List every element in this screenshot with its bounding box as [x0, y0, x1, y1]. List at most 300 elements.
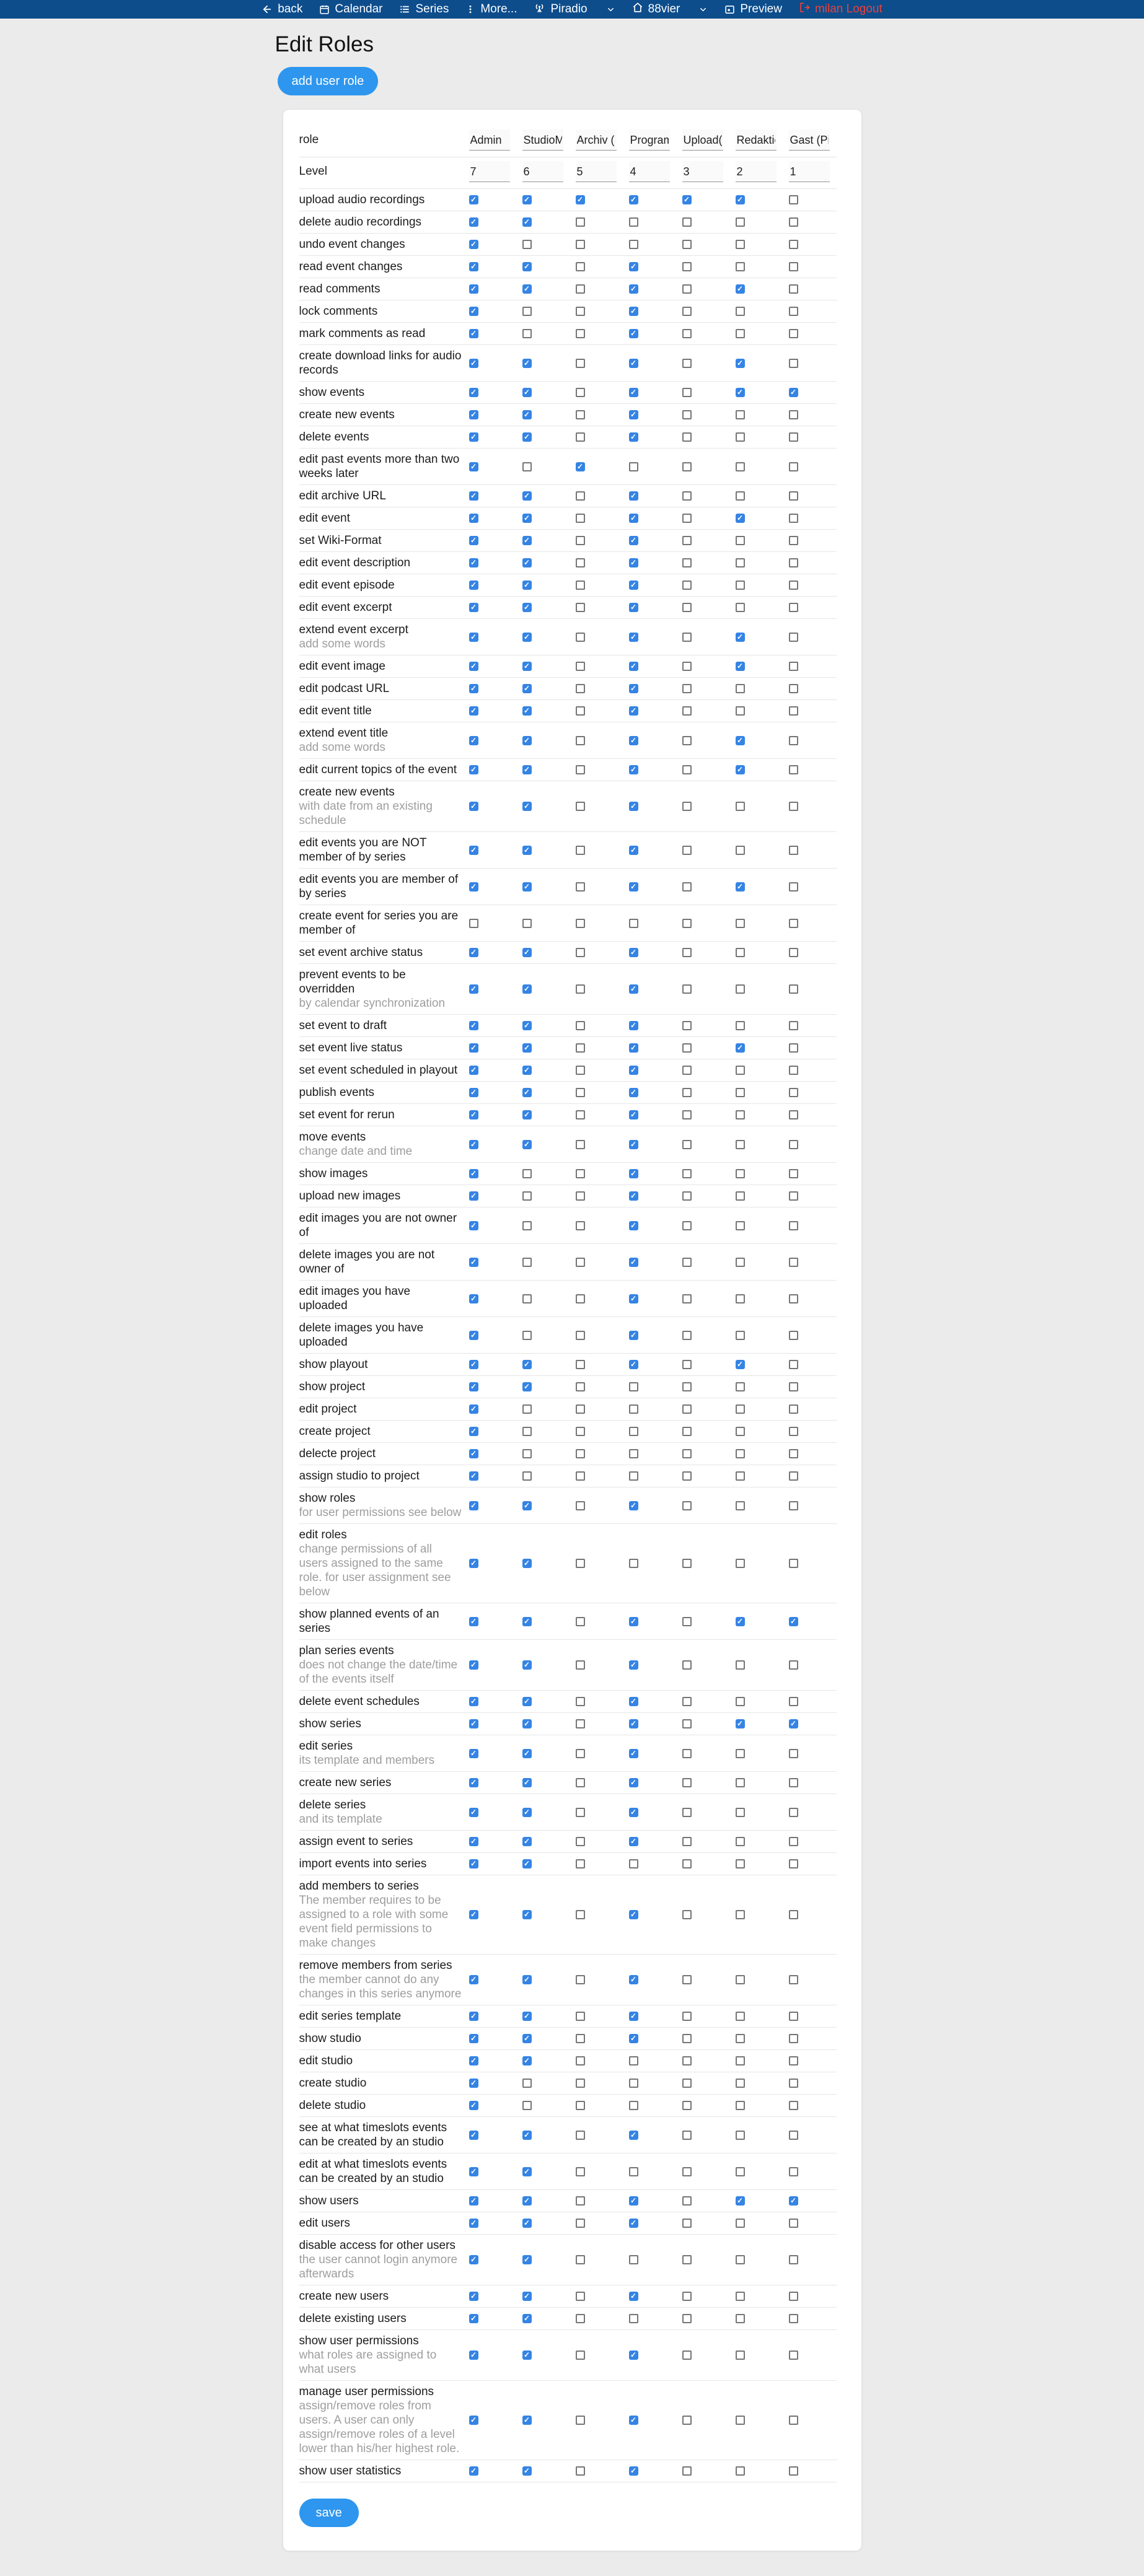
permission-checkbox[interactable]	[469, 462, 478, 471]
permission-checkbox[interactable]	[629, 736, 638, 745]
permission-checkbox[interactable]	[682, 432, 692, 442]
permission-checkbox[interactable]	[736, 684, 745, 693]
permission-checkbox[interactable]	[522, 462, 532, 471]
permission-checkbox[interactable]	[789, 1697, 798, 1706]
permission-checkbox[interactable]	[629, 1471, 638, 1481]
permission-checkbox[interactable]	[522, 329, 532, 338]
permission-checkbox[interactable]	[576, 919, 585, 928]
permission-checkbox[interactable]	[629, 846, 638, 855]
permission-checkbox[interactable]	[576, 2012, 585, 2021]
permission-checkbox[interactable]	[682, 736, 692, 745]
permission-checkbox[interactable]	[576, 882, 585, 892]
permission-checkbox[interactable]	[789, 2131, 798, 2140]
permission-checkbox[interactable]	[522, 1294, 532, 1303]
permission-checkbox[interactable]	[736, 1066, 745, 1075]
permission-checkbox[interactable]	[736, 329, 745, 338]
permission-checkbox[interactable]	[522, 846, 532, 855]
permission-checkbox[interactable]	[576, 1617, 585, 1626]
permission-checkbox[interactable]	[469, 240, 478, 249]
permission-checkbox[interactable]	[682, 195, 692, 204]
permission-checkbox[interactable]	[682, 2416, 692, 2425]
permission-checkbox[interactable]	[522, 2466, 532, 2476]
permission-checkbox[interactable]	[576, 1331, 585, 1340]
permission-checkbox[interactable]	[682, 1360, 692, 1369]
permission-checkbox[interactable]	[576, 1559, 585, 1568]
role-level-input[interactable]	[576, 161, 617, 182]
permission-checkbox[interactable]	[629, 1697, 638, 1706]
permission-checkbox[interactable]	[522, 2255, 532, 2264]
permission-checkbox[interactable]	[682, 2167, 692, 2176]
permission-checkbox[interactable]	[469, 1749, 478, 1758]
permission-checkbox[interactable]	[576, 2131, 585, 2140]
permission-checkbox[interactable]	[576, 736, 585, 745]
permission-checkbox[interactable]	[469, 1043, 478, 1053]
permission-checkbox[interactable]	[469, 706, 478, 716]
permission-checkbox[interactable]	[522, 1191, 532, 1201]
permission-checkbox[interactable]	[789, 2416, 798, 2425]
permission-checkbox[interactable]	[576, 2034, 585, 2043]
permission-checkbox[interactable]	[682, 262, 692, 271]
permission-checkbox[interactable]	[682, 2466, 692, 2476]
permission-checkbox[interactable]	[469, 307, 478, 316]
permission-checkbox[interactable]	[469, 765, 478, 774]
permission-checkbox[interactable]	[576, 536, 585, 545]
permission-checkbox[interactable]	[629, 1778, 638, 1787]
permission-checkbox[interactable]	[789, 1294, 798, 1303]
role-name-input[interactable]	[682, 129, 723, 151]
permission-checkbox[interactable]	[522, 432, 532, 442]
nav-more[interactable]	[465, 2, 517, 16]
permission-checkbox[interactable]	[576, 2292, 585, 2301]
permission-checkbox[interactable]	[789, 1427, 798, 1436]
permission-checkbox[interactable]	[629, 1749, 638, 1758]
permission-checkbox[interactable]	[789, 1719, 798, 1728]
permission-checkbox[interactable]	[736, 1140, 745, 1149]
permission-checkbox[interactable]	[682, 948, 692, 957]
permission-checkbox[interactable]	[682, 1191, 692, 1201]
permission-checkbox[interactable]	[789, 2101, 798, 2110]
permission-checkbox[interactable]	[682, 1294, 692, 1303]
permission-checkbox[interactable]	[576, 2056, 585, 2066]
permission-checkbox[interactable]	[736, 662, 745, 671]
permission-checkbox[interactable]	[629, 1088, 638, 1097]
permission-checkbox[interactable]	[789, 359, 798, 368]
permission-checkbox[interactable]	[576, 662, 585, 671]
permission-checkbox[interactable]	[682, 410, 692, 419]
permission-checkbox[interactable]	[576, 2079, 585, 2088]
permission-checkbox[interactable]	[789, 948, 798, 957]
chevron-down-icon[interactable]	[606, 5, 615, 14]
permission-checkbox[interactable]	[789, 1859, 798, 1868]
permission-checkbox[interactable]	[576, 329, 585, 338]
permission-checkbox[interactable]	[629, 1559, 638, 1568]
permission-checkbox[interactable]	[736, 491, 745, 501]
permission-checkbox[interactable]	[522, 1501, 532, 1510]
permission-checkbox[interactable]	[682, 240, 692, 249]
permission-checkbox[interactable]	[469, 802, 478, 811]
permission-checkbox[interactable]	[682, 1021, 692, 1030]
permission-checkbox[interactable]	[789, 2167, 798, 2176]
permission-checkbox[interactable]	[522, 580, 532, 590]
permission-checkbox[interactable]	[629, 2079, 638, 2088]
permission-checkbox[interactable]	[576, 514, 585, 523]
permission-checkbox[interactable]	[469, 1559, 478, 1568]
permission-checkbox[interactable]	[469, 736, 478, 745]
permission-checkbox[interactable]	[576, 1021, 585, 1030]
permission-checkbox[interactable]	[736, 536, 745, 545]
chevron-down-icon[interactable]	[698, 5, 708, 14]
permission-checkbox[interactable]	[682, 1169, 692, 1178]
permission-checkbox[interactable]	[736, 2196, 745, 2206]
permission-checkbox[interactable]	[469, 1404, 478, 1414]
permission-checkbox[interactable]	[522, 1382, 532, 1391]
permission-checkbox[interactable]	[736, 2219, 745, 2228]
permission-checkbox[interactable]	[469, 948, 478, 957]
permission-checkbox[interactable]	[629, 2012, 638, 2021]
permission-checkbox[interactable]	[736, 846, 745, 855]
permission-checkbox[interactable]	[576, 1043, 585, 1053]
permission-checkbox[interactable]	[682, 1910, 692, 1919]
permission-checkbox[interactable]	[576, 1975, 585, 1984]
permission-checkbox[interactable]	[629, 195, 638, 204]
permission-checkbox[interactable]	[522, 410, 532, 419]
permission-checkbox[interactable]	[469, 558, 478, 567]
permission-checkbox[interactable]	[576, 359, 585, 368]
permission-checkbox[interactable]	[736, 2292, 745, 2301]
permission-checkbox[interactable]	[682, 2219, 692, 2228]
permission-checkbox[interactable]	[736, 2167, 745, 2176]
permission-checkbox[interactable]	[629, 2292, 638, 2301]
permission-checkbox[interactable]	[789, 2196, 798, 2206]
permission-checkbox[interactable]	[576, 2466, 585, 2476]
permission-checkbox[interactable]	[522, 1837, 532, 1846]
permission-checkbox[interactable]	[629, 882, 638, 892]
permission-checkbox[interactable]	[522, 1617, 532, 1626]
permission-checkbox[interactable]	[682, 603, 692, 612]
permission-checkbox[interactable]	[736, 1559, 745, 1568]
permission-checkbox[interactable]	[576, 684, 585, 693]
permission-checkbox[interactable]	[789, 2034, 798, 2043]
permission-checkbox[interactable]	[576, 1910, 585, 1919]
permission-checkbox[interactable]	[576, 1140, 585, 1149]
permission-checkbox[interactable]	[629, 1382, 638, 1391]
permission-checkbox[interactable]	[682, 706, 692, 716]
permission-checkbox[interactable]	[469, 195, 478, 204]
permission-checkbox[interactable]	[789, 307, 798, 316]
permission-checkbox[interactable]	[736, 1088, 745, 1097]
permission-checkbox[interactable]	[522, 765, 532, 774]
permission-checkbox[interactable]	[469, 359, 478, 368]
permission-checkbox[interactable]	[629, 2416, 638, 2425]
permission-checkbox[interactable]	[789, 240, 798, 249]
permission-checkbox[interactable]	[576, 1066, 585, 1075]
permission-checkbox[interactable]	[629, 240, 638, 249]
permission-checkbox[interactable]	[736, 2350, 745, 2360]
permission-checkbox[interactable]	[522, 2350, 532, 2360]
permission-checkbox[interactable]	[629, 948, 638, 957]
permission-checkbox[interactable]	[469, 984, 478, 994]
permission-checkbox[interactable]	[629, 217, 638, 227]
permission-checkbox[interactable]	[682, 1404, 692, 1414]
permission-checkbox[interactable]	[576, 603, 585, 612]
permission-checkbox[interactable]	[682, 802, 692, 811]
permission-checkbox[interactable]	[576, 2101, 585, 2110]
permission-checkbox[interactable]	[789, 2466, 798, 2476]
permission-checkbox[interactable]	[522, 1910, 532, 1919]
permission-checkbox[interactable]	[682, 307, 692, 316]
permission-checkbox[interactable]	[576, 284, 585, 294]
permission-checkbox[interactable]	[576, 1778, 585, 1787]
permission-checkbox[interactable]	[629, 633, 638, 642]
permission-checkbox[interactable]	[736, 262, 745, 271]
permission-checkbox[interactable]	[736, 359, 745, 368]
permission-checkbox[interactable]	[469, 1859, 478, 1868]
permission-checkbox[interactable]	[736, 1021, 745, 1030]
permission-checkbox[interactable]	[522, 558, 532, 567]
permission-checkbox[interactable]	[682, 2196, 692, 2206]
permission-checkbox[interactable]	[522, 359, 532, 368]
permission-checkbox[interactable]	[469, 2056, 478, 2066]
permission-checkbox[interactable]	[789, 284, 798, 294]
permission-checkbox[interactable]	[736, 2056, 745, 2066]
permission-checkbox[interactable]	[576, 1427, 585, 1436]
permission-checkbox[interactable]	[682, 359, 692, 368]
permission-checkbox[interactable]	[629, 802, 638, 811]
permission-checkbox[interactable]	[576, 706, 585, 716]
permission-checkbox[interactable]	[576, 1294, 585, 1303]
permission-checkbox[interactable]	[682, 536, 692, 545]
permission-checkbox[interactable]	[629, 662, 638, 671]
permission-checkbox[interactable]	[469, 1191, 478, 1201]
permission-checkbox[interactable]	[736, 2466, 745, 2476]
permission-checkbox[interactable]	[469, 1110, 478, 1119]
permission-checkbox[interactable]	[469, 2196, 478, 2206]
permission-checkbox[interactable]	[469, 2012, 478, 2021]
permission-checkbox[interactable]	[522, 2101, 532, 2110]
permission-checkbox[interactable]	[576, 1719, 585, 1728]
permission-checkbox[interactable]	[469, 1837, 478, 1846]
permission-checkbox[interactable]	[682, 1043, 692, 1053]
permission-checkbox[interactable]	[789, 410, 798, 419]
permission-checkbox[interactable]	[522, 2196, 532, 2206]
permission-checkbox[interactable]	[629, 580, 638, 590]
permission-checkbox[interactable]	[736, 1697, 745, 1706]
permission-checkbox[interactable]	[576, 1808, 585, 1817]
permission-checkbox[interactable]	[469, 1066, 478, 1075]
permission-checkbox[interactable]	[576, 1859, 585, 1868]
permission-checkbox[interactable]	[682, 1837, 692, 1846]
permission-checkbox[interactable]	[576, 984, 585, 994]
permission-checkbox[interactable]	[469, 1140, 478, 1149]
permission-checkbox[interactable]	[629, 514, 638, 523]
permission-checkbox[interactable]	[629, 307, 638, 316]
permission-checkbox[interactable]	[469, 1021, 478, 1030]
permission-checkbox[interactable]	[629, 1859, 638, 1868]
permission-checkbox[interactable]	[629, 1910, 638, 1919]
permission-checkbox[interactable]	[629, 765, 638, 774]
permission-checkbox[interactable]	[682, 1697, 692, 1706]
permission-checkbox[interactable]	[682, 1975, 692, 1984]
permission-checkbox[interactable]	[469, 1808, 478, 1817]
permission-checkbox[interactable]	[522, 1021, 532, 1030]
permission-checkbox[interactable]	[629, 1975, 638, 1984]
permission-checkbox[interactable]	[629, 1258, 638, 1267]
permission-checkbox[interactable]	[682, 684, 692, 693]
permission-checkbox[interactable]	[736, 1043, 745, 1053]
permission-checkbox[interactable]	[736, 919, 745, 928]
permission-checkbox[interactable]	[789, 2292, 798, 2301]
permission-checkbox[interactable]	[576, 1088, 585, 1097]
role-name-input[interactable]	[469, 129, 510, 151]
permission-checkbox[interactable]	[736, 1778, 745, 1787]
permission-checkbox[interactable]	[736, 284, 745, 294]
permission-checkbox[interactable]	[789, 846, 798, 855]
permission-checkbox[interactable]	[736, 1360, 745, 1369]
permission-checkbox[interactable]	[789, 1258, 798, 1267]
role-level-input[interactable]	[736, 161, 777, 182]
permission-checkbox[interactable]	[736, 2131, 745, 2140]
permission-checkbox[interactable]	[576, 633, 585, 642]
permission-checkbox[interactable]	[522, 633, 532, 642]
permission-checkbox[interactable]	[629, 2466, 638, 2476]
permission-checkbox[interactable]	[576, 2219, 585, 2228]
permission-checkbox[interactable]	[576, 1697, 585, 1706]
permission-checkbox[interactable]	[736, 307, 745, 316]
permission-checkbox[interactable]	[469, 1660, 478, 1670]
permission-checkbox[interactable]	[522, 1697, 532, 1706]
nav-logout[interactable]	[799, 2, 882, 17]
permission-checkbox[interactable]	[469, 284, 478, 294]
permission-checkbox[interactable]	[576, 432, 585, 442]
permission-checkbox[interactable]	[736, 2101, 745, 2110]
permission-checkbox[interactable]	[522, 2416, 532, 2425]
permission-checkbox[interactable]	[629, 558, 638, 567]
permission-checkbox[interactable]	[629, 432, 638, 442]
permission-checkbox[interactable]	[522, 882, 532, 892]
permission-checkbox[interactable]	[522, 2056, 532, 2066]
permission-checkbox[interactable]	[522, 262, 532, 271]
permission-checkbox[interactable]	[736, 1294, 745, 1303]
permission-checkbox[interactable]	[469, 846, 478, 855]
permission-checkbox[interactable]	[789, 388, 798, 397]
permission-checkbox[interactable]	[682, 1559, 692, 1568]
permission-checkbox[interactable]	[789, 706, 798, 716]
permission-checkbox[interactable]	[736, 736, 745, 745]
permission-checkbox[interactable]	[736, 1808, 745, 1817]
permission-checkbox[interactable]	[789, 432, 798, 442]
permission-checkbox[interactable]	[469, 2350, 478, 2360]
permission-checkbox[interactable]	[682, 1221, 692, 1230]
permission-checkbox[interactable]	[682, 2255, 692, 2264]
permission-checkbox[interactable]	[789, 262, 798, 271]
permission-checkbox[interactable]	[789, 1975, 798, 1984]
permission-checkbox[interactable]	[576, 2255, 585, 2264]
permission-checkbox[interactable]	[682, 491, 692, 501]
permission-checkbox[interactable]	[469, 262, 478, 271]
permission-checkbox[interactable]	[789, 514, 798, 523]
permission-checkbox[interactable]	[469, 2034, 478, 2043]
permission-checkbox[interactable]	[629, 2255, 638, 2264]
permission-checkbox[interactable]	[629, 1808, 638, 1817]
permission-checkbox[interactable]	[736, 410, 745, 419]
permission-checkbox[interactable]	[736, 2416, 745, 2425]
permission-checkbox[interactable]	[682, 633, 692, 642]
permission-checkbox[interactable]	[736, 2034, 745, 2043]
permission-checkbox[interactable]	[576, 2167, 585, 2176]
permission-checkbox[interactable]	[629, 1719, 638, 1728]
permission-checkbox[interactable]	[576, 1404, 585, 1414]
permission-checkbox[interactable]	[629, 2131, 638, 2140]
permission-checkbox[interactable]	[469, 1471, 478, 1481]
permission-checkbox[interactable]	[789, 580, 798, 590]
permission-checkbox[interactable]	[736, 1859, 745, 1868]
permission-checkbox[interactable]	[736, 984, 745, 994]
permission-checkbox[interactable]	[576, 1221, 585, 1230]
permission-checkbox[interactable]	[469, 2101, 478, 2110]
permission-checkbox[interactable]	[522, 1427, 532, 1436]
permission-checkbox[interactable]	[736, 432, 745, 442]
permission-checkbox[interactable]	[522, 514, 532, 523]
permission-checkbox[interactable]	[522, 1169, 532, 1178]
permission-checkbox[interactable]	[469, 1501, 478, 1510]
permission-checkbox[interactable]	[736, 195, 745, 204]
permission-checkbox[interactable]	[682, 558, 692, 567]
permission-checkbox[interactable]	[682, 1382, 692, 1391]
permission-checkbox[interactable]	[789, 2314, 798, 2323]
permission-checkbox[interactable]	[736, 706, 745, 716]
permission-checkbox[interactable]	[576, 217, 585, 227]
permission-checkbox[interactable]	[576, 2196, 585, 2206]
permission-checkbox[interactable]	[789, 1066, 798, 1075]
nav-station-dropdown[interactable]	[632, 2, 708, 17]
permission-checkbox[interactable]	[629, 984, 638, 994]
permission-checkbox[interactable]	[629, 491, 638, 501]
nav-calendar[interactable]	[319, 2, 382, 16]
permission-checkbox[interactable]	[522, 2219, 532, 2228]
permission-checkbox[interactable]	[522, 2131, 532, 2140]
permission-checkbox[interactable]	[629, 1043, 638, 1053]
permission-checkbox[interactable]	[789, 1617, 798, 1626]
permission-checkbox[interactable]	[789, 2012, 798, 2021]
permission-checkbox[interactable]	[629, 2056, 638, 2066]
permission-checkbox[interactable]	[469, 1294, 478, 1303]
permission-checkbox[interactable]	[789, 765, 798, 774]
permission-checkbox[interactable]	[522, 1808, 532, 1817]
permission-checkbox[interactable]	[629, 2167, 638, 2176]
permission-checkbox[interactable]	[682, 1501, 692, 1510]
permission-checkbox[interactable]	[469, 882, 478, 892]
permission-checkbox[interactable]	[789, 1140, 798, 1149]
permission-checkbox[interactable]	[736, 1471, 745, 1481]
permission-checkbox[interactable]	[629, 359, 638, 368]
role-name-input[interactable]	[629, 129, 670, 151]
permission-checkbox[interactable]	[682, 2034, 692, 2043]
permission-checkbox[interactable]	[469, 1449, 478, 1458]
permission-checkbox[interactable]	[469, 1258, 478, 1267]
permission-checkbox[interactable]	[576, 491, 585, 501]
permission-checkbox[interactable]	[522, 2034, 532, 2043]
permission-checkbox[interactable]	[576, 462, 585, 471]
permission-checkbox[interactable]	[576, 195, 585, 204]
permission-checkbox[interactable]	[789, 684, 798, 693]
permission-checkbox[interactable]	[736, 1975, 745, 1984]
permission-checkbox[interactable]	[522, 2314, 532, 2323]
permission-checkbox[interactable]	[576, 948, 585, 957]
permission-checkbox[interactable]	[682, 2292, 692, 2301]
permission-checkbox[interactable]	[522, 1140, 532, 1149]
permission-checkbox[interactable]	[736, 765, 745, 774]
permission-checkbox[interactable]	[576, 802, 585, 811]
